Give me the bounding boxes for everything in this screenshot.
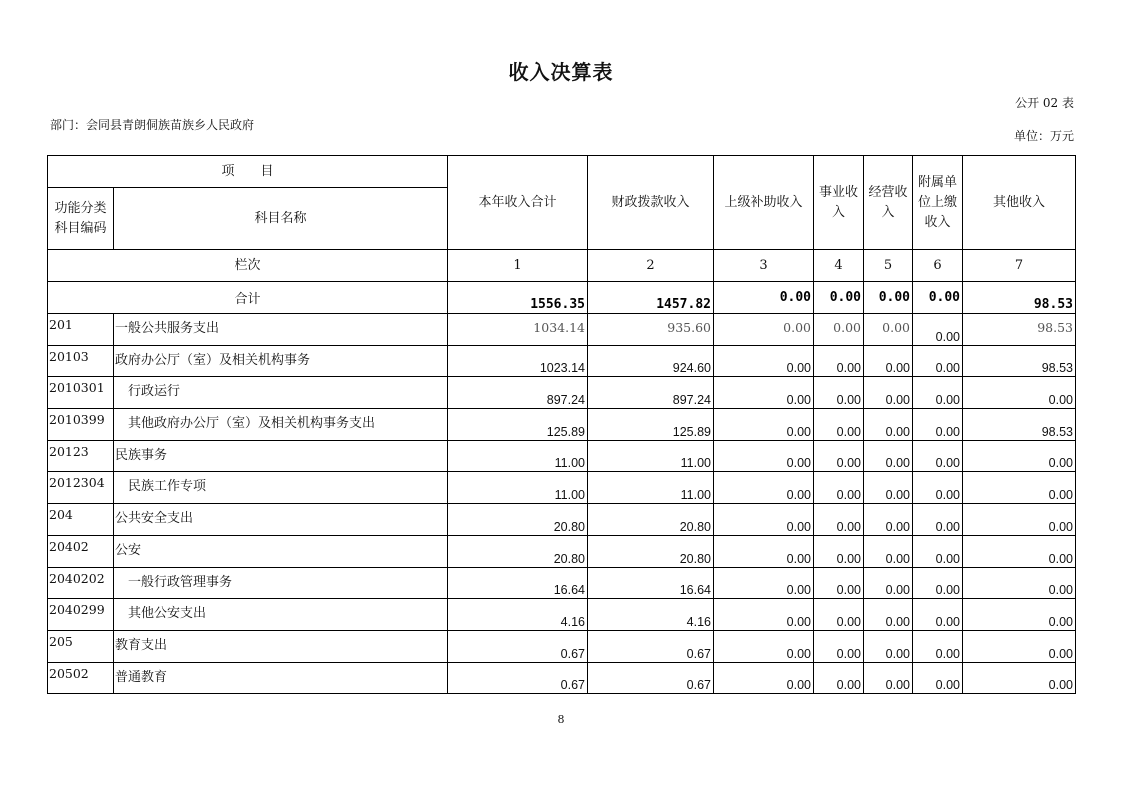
col-number: 2 xyxy=(588,250,714,282)
row-value: 0.00 xyxy=(714,567,814,599)
row-name: 民族工作专项 xyxy=(114,472,448,504)
row-value: 0.00 xyxy=(963,377,1076,409)
total-row xyxy=(48,282,1076,314)
total-value: 98.53 xyxy=(963,282,1076,314)
row-value: 0.00 xyxy=(963,662,1076,694)
page-number: 8 xyxy=(557,713,565,726)
row-name: 行政运行 xyxy=(114,377,448,409)
table-row xyxy=(48,345,1076,377)
col-number: 3 xyxy=(714,250,814,282)
row-value: 0.00 xyxy=(714,440,814,472)
row-code: 201 xyxy=(48,314,114,346)
table-row xyxy=(48,409,1076,441)
row-value: 20.80 xyxy=(588,504,714,536)
row-code: 20123 xyxy=(48,440,114,472)
row-value: 0.00 xyxy=(913,504,963,536)
row-code: 2040202 xyxy=(48,567,114,599)
row-code: 20502 xyxy=(48,662,114,694)
table-row xyxy=(48,662,1076,694)
row-value: 16.64 xyxy=(588,567,714,599)
row-value: 0.00 xyxy=(814,535,864,567)
row-value: 0.00 xyxy=(714,314,814,346)
table-row xyxy=(48,535,1076,567)
header-col-7: 其他收入 xyxy=(963,156,1076,250)
row-value: 98.53 xyxy=(963,409,1076,441)
header-col-4: 事业收入 xyxy=(814,156,864,250)
row-value: 0.00 xyxy=(864,345,913,377)
row-code: 2010399 xyxy=(48,409,114,441)
header-item: 项 目 xyxy=(48,156,448,188)
row-value: 0.00 xyxy=(814,345,864,377)
row-value: 1023.14 xyxy=(448,345,588,377)
row-value: 897.24 xyxy=(588,377,714,409)
table-row xyxy=(48,314,1076,346)
header-row-1 xyxy=(48,156,1076,188)
row-value: 0.00 xyxy=(864,314,913,346)
row-label: 栏次 xyxy=(48,250,448,282)
row-value: 0.00 xyxy=(913,662,963,694)
row-value: 0.00 xyxy=(714,599,814,631)
row-value: 125.89 xyxy=(448,409,588,441)
header-func-code: 功能分类科目编码 xyxy=(48,188,114,250)
row-name: 教育支出 xyxy=(114,630,448,662)
header-col-1: 本年收入合计 xyxy=(448,156,588,250)
total-value: 0.00 xyxy=(814,282,864,314)
row-value: 0.00 xyxy=(913,567,963,599)
row-value: 0.00 xyxy=(864,662,913,694)
row-value: 0.00 xyxy=(963,472,1076,504)
row-value: 0.00 xyxy=(913,535,963,567)
row-value: 16.64 xyxy=(448,567,588,599)
col-number: 7 xyxy=(963,250,1076,282)
row-value: 1034.14 xyxy=(448,314,588,346)
row-value: 0.00 xyxy=(864,599,913,631)
table-row xyxy=(48,567,1076,599)
table-row xyxy=(48,472,1076,504)
row-value: 0.00 xyxy=(714,409,814,441)
row-value: 11.00 xyxy=(588,440,714,472)
row-name: 其他政府办公厅（室）及相关机构事务支出 xyxy=(114,409,448,441)
row-value: 0.00 xyxy=(814,314,864,346)
header-col-6: 附属单位上缴收入 xyxy=(913,156,963,250)
row-code: 205 xyxy=(48,630,114,662)
header-subject-name: 科目名称 xyxy=(114,188,448,250)
row-value: 0.00 xyxy=(963,567,1076,599)
row-value: 0.00 xyxy=(963,599,1076,631)
row-value: 0.00 xyxy=(814,472,864,504)
row-name: 政府办公厅（室）及相关机构事务 xyxy=(114,345,448,377)
row-value: 98.53 xyxy=(963,314,1076,346)
row-name: 一般行政管理事务 xyxy=(114,567,448,599)
income-table xyxy=(47,155,1076,694)
row-value: 11.00 xyxy=(448,440,588,472)
row-name: 普通教育 xyxy=(114,662,448,694)
header-col-3: 上级补助收入 xyxy=(714,156,814,250)
row-value: 0.00 xyxy=(714,630,814,662)
row-value: 0.00 xyxy=(864,630,913,662)
row-value: 0.00 xyxy=(913,345,963,377)
row-value: 20.80 xyxy=(448,504,588,536)
row-value: 0.00 xyxy=(913,377,963,409)
row-value: 4.16 xyxy=(448,599,588,631)
row-name: 公安 xyxy=(114,535,448,567)
col-number: 1 xyxy=(448,250,588,282)
row-value: 125.89 xyxy=(588,409,714,441)
row-value: 0.00 xyxy=(814,567,864,599)
row-value: 0.00 xyxy=(814,409,864,441)
row-value: 0.00 xyxy=(814,599,864,631)
row-value: 20.80 xyxy=(588,535,714,567)
row-value: 0.00 xyxy=(913,440,963,472)
row-value: 0.00 xyxy=(963,535,1076,567)
row-value: 924.60 xyxy=(588,345,714,377)
row-value: 0.00 xyxy=(963,504,1076,536)
row-value: 0.00 xyxy=(963,630,1076,662)
table-row xyxy=(48,377,1076,409)
table-row xyxy=(48,504,1076,536)
department-label: 部门：会同县青朗侗族苗族乡人民政府 xyxy=(50,118,255,132)
total-value: 0.00 xyxy=(913,282,963,314)
row-value: 4.16 xyxy=(588,599,714,631)
form-number: 公开 02 表 xyxy=(1015,96,1074,110)
column-number-row xyxy=(48,250,1076,282)
row-code: 2012304 xyxy=(48,472,114,504)
row-value: 0.00 xyxy=(814,440,864,472)
row-name: 民族事务 xyxy=(114,440,448,472)
row-value: 98.53 xyxy=(963,345,1076,377)
row-code: 204 xyxy=(48,504,114,536)
total-label: 合计 xyxy=(48,282,448,314)
row-value: 0.00 xyxy=(814,662,864,694)
row-value: 0.00 xyxy=(913,630,963,662)
row-value: 0.67 xyxy=(448,662,588,694)
unit-label: 单位：万元 xyxy=(1013,129,1074,143)
row-value: 0.00 xyxy=(814,630,864,662)
row-value: 0.00 xyxy=(864,472,913,504)
row-value: 0.00 xyxy=(714,662,814,694)
row-value: 11.00 xyxy=(588,472,714,504)
row-value: 0.00 xyxy=(913,314,963,346)
total-value: 1457.82 xyxy=(588,282,714,314)
row-value: 0.00 xyxy=(864,504,913,536)
row-value: 0.00 xyxy=(814,504,864,536)
row-value: 935.60 xyxy=(588,314,714,346)
row-name: 公共安全支出 xyxy=(114,504,448,536)
row-code: 2010301 xyxy=(48,377,114,409)
row-name: 一般公共服务支出 xyxy=(114,314,448,346)
col-number: 5 xyxy=(864,250,913,282)
total-value: 0.00 xyxy=(714,282,814,314)
table-row xyxy=(48,440,1076,472)
table-row xyxy=(48,599,1076,631)
total-value: 1556.35 xyxy=(448,282,588,314)
row-value: 20.80 xyxy=(448,535,588,567)
page-title: 收入决算表 xyxy=(508,60,614,84)
row-value: 0.00 xyxy=(913,472,963,504)
row-value: 897.24 xyxy=(448,377,588,409)
row-value: 11.00 xyxy=(448,472,588,504)
row-code: 2040299 xyxy=(48,599,114,631)
row-code: 20103 xyxy=(48,345,114,377)
row-value: 0.00 xyxy=(864,440,913,472)
row-value: 0.00 xyxy=(714,472,814,504)
row-value: 0.00 xyxy=(864,567,913,599)
row-value: 0.67 xyxy=(588,662,714,694)
row-value: 0.00 xyxy=(864,535,913,567)
row-value: 0.00 xyxy=(963,440,1076,472)
row-code: 20402 xyxy=(48,535,114,567)
header-col-2: 财政拨款收入 xyxy=(588,156,714,250)
table-row xyxy=(48,630,1076,662)
row-value: 0.00 xyxy=(814,377,864,409)
row-value: 0.00 xyxy=(714,504,814,536)
row-value: 0.00 xyxy=(913,599,963,631)
col-number: 6 xyxy=(913,250,963,282)
col-number: 4 xyxy=(814,250,864,282)
total-value: 0.00 xyxy=(864,282,913,314)
row-value: 0.00 xyxy=(714,345,814,377)
row-value: 0.00 xyxy=(714,377,814,409)
row-value: 0.00 xyxy=(864,377,913,409)
row-value: 0.00 xyxy=(864,409,913,441)
header-col-5: 经营收入 xyxy=(864,156,913,250)
row-value: 0.67 xyxy=(448,630,588,662)
row-value: 0.00 xyxy=(714,535,814,567)
row-value: 0.00 xyxy=(913,409,963,441)
row-value: 0.67 xyxy=(588,630,714,662)
row-name: 其他公安支出 xyxy=(114,599,448,631)
